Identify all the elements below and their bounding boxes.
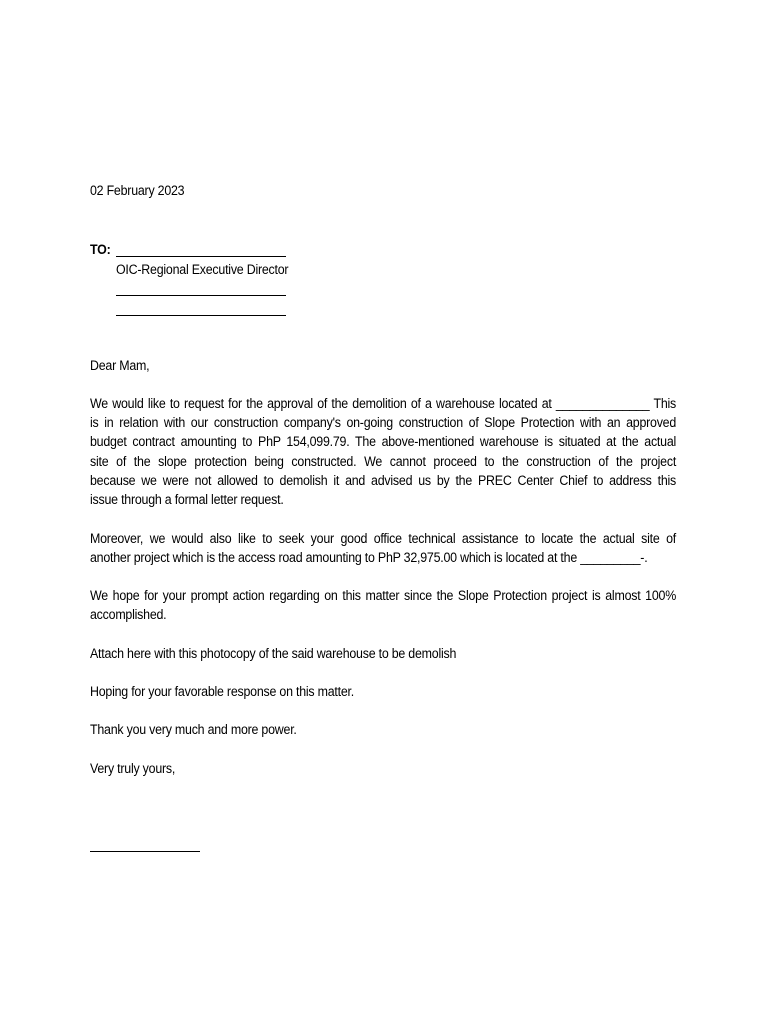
paragraph-2-line: Moreover, we would also like to seek your good office technical assistance to locate the actual site of xyxy=(90,531,677,546)
paragraph-1-line: is in relation with our construction company's on-going construction of Slope Protection with an approved xyxy=(90,415,677,431)
to-label: TO: xyxy=(90,242,111,257)
paragraph-1-line: issue through a formal letter request. xyxy=(90,491,284,507)
paragraph-1-line: We would like to request for the approval of the demolition of a warehouse located at ______________ This xyxy=(90,396,677,411)
paragraph-3 xyxy=(90,586,676,624)
salutation: Dear Mam, xyxy=(90,358,150,373)
paragraph-4: Attach here with this photocopy of the said warehouse to be demolish xyxy=(90,646,457,661)
letter-date: 02 February 2023 xyxy=(90,183,185,198)
paragraph-6: Thank you very much and more power. xyxy=(90,722,297,737)
paragraph-2-line: another project which is the access road amounting to PhP 32,975.00 which is located at the _________-. xyxy=(90,550,648,566)
address-blank-line-1 xyxy=(116,295,286,296)
paragraph-1-line: because we were not allowed to demolish it and advised us by the PREC Center Chief to address this xyxy=(90,472,677,488)
paragraph-5: Hoping for your favorable response on this matter. xyxy=(90,684,354,699)
paragraph-1-line: site of the slope protection being constructed. We cannot proceed to the construction of the project xyxy=(90,453,677,469)
paragraph-3-line: accomplished. xyxy=(90,607,167,623)
signature-blank-line xyxy=(90,851,200,852)
paragraph-1 xyxy=(90,394,676,509)
address-blank-line-2 xyxy=(116,315,286,316)
recipient-title: OIC-Regional Executive Director xyxy=(116,262,289,277)
to-name-blank-line xyxy=(116,256,286,257)
closing: Very truly yours, xyxy=(90,761,176,776)
paragraph-1-line: budget contract amounting to PhP 154,099.79. The above-mentioned warehouse is situated at the actual xyxy=(90,434,677,450)
paragraph-3-line: We hope for your prompt action regarding on this matter since the Slope Protection project is almost 100% xyxy=(90,588,677,603)
paragraph-2 xyxy=(90,529,676,567)
